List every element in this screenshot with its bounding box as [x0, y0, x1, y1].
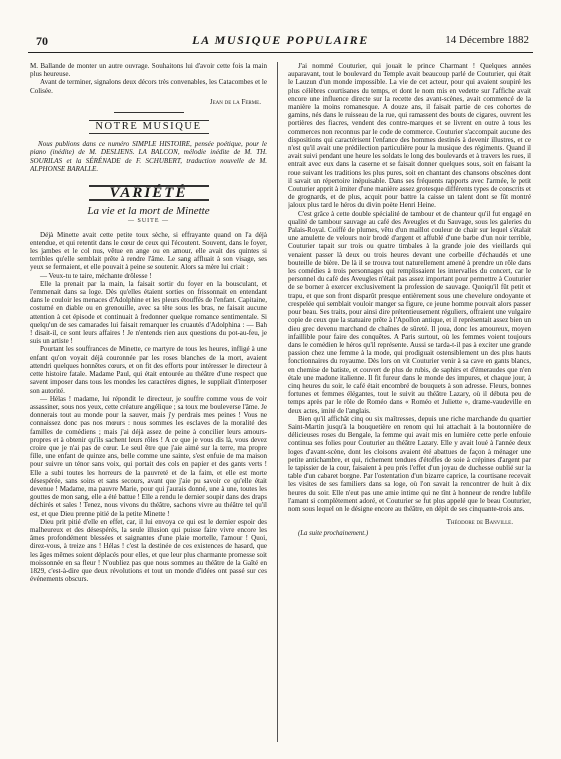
- page-number: 70: [36, 34, 48, 48]
- section-separator: [114, 112, 184, 113]
- article-paragraph: Elle la prenait par la main, la faisait sortir du foyer en la bousculant, et l'emmenait dans sa loge. Dès qu'elles étaient sorties on frissonnait en entendant dans le couloir les menaces d'Adolphine et les pleurs étouffés de l'enfant. Capitaine, costumé en diable ou en grenouille, avec sa tête sous les bras, ne faisait aucune attention à cet épisode et continuait à fredonner quelque romance sentimentale. Si quelqu'un de ses camarades lui faisait remarquer les cruautés d'Adolphina : — Bah ! disait-il, ce sont leurs affaires ! Je n'entends rien aux questions du pot-au-feu, je suis un artiste !: [30, 279, 267, 346]
- article-paragraph: — Hélas ! madame, lui répondit le directeur, je souffre comme vous de voir assassiner, sous nos yeux, cette créature angélique ; sa toux me bouleverse l'âme. Je donnerais tout au monde pour la sauver, mais j'y perdrais mes peines ! Vous ne connaissez donc pas nos mœurs : nous sommes les esclaves de la moralité des familles de comédiens ; mais j'ai déjà assez de peine à concilier leurs amours-propres et à obtenir qu'ils sachent leurs rôles ! A ce que je vous dis là, vous devez croire que je n'ai pas de cœur. Le seul être que j'aie aimé sur la terre, ma propre fille, une enfant de quinze ans, belle comme une sainte, s'est enfuie de ma maison pour suivre un ténor sans voix, qui portait des cols en papier et des gants verts ! Elle a subi toutes les horreurs de la pauvreté et de la faim, et elle est morte désespérée, sans soins et sans secours, avant que j'aie pu savoir ce qu'elle était devenue ! Madame, ma pauvre Marie, pour qui j'aurais donné, une à une, toutes les gouttes de mon sang, elle a été battue ! Elle a rendu le dernier soupir dans des draps déchirés et sales ! Tenez, nous vivons du théâtre, sachons vivre au théâtre tel qu'il est, et que Dieu prenne pitié de la petite Minette !: [30, 394, 267, 518]
- article-title: La vie et la mort de Minette: [87, 205, 210, 218]
- article-paragraph: Pourtant les souffrances de Minette, ce martyre de tous les heures, infligé à une enfant qu'on voyait déjà couronnée par les roses blanches de la mort, avaient attendri quelques honnêtes cœurs, et on fit des efforts pour intéresser le directeur à cette histoire fatale. Madame Paul, qui était entourée au théâtre d'une respect que savent imposer dans tous les mondes les caractères dignes, le suppliait d'interposer son autorité.: [30, 345, 267, 395]
- article-paragraph: Dieu prit pitié d'elle en effet, car, il lui envoya ce qui est le dernier espoir des malheureux et des désespérés, la seule illusion qui puisse faire vivre encore les âmes profondément blessées et saignantes d'une plaie mortelle, l'amour ! Quoi, direz-vous, à treize ans ! Hélas ! c'est la destinée de ces existences de hasard, que les âges mêmes soient déplacés pour elles, et que leur plus charmante promesse soit moissonnée en sa fleur ! N'oubliez pas que nous sommes au théâtre de la Gaîté en 1829, c'est-à-dire que deux révolutions et tout un monde d'idées ont passé sur ces événements obscurs.: [30, 517, 267, 584]
- variete-heading: VARIÉTÉ: [89, 185, 209, 201]
- page-header: [28, 30, 533, 53]
- continuation-note: (La suite prochainement.): [298, 530, 369, 538]
- intro-paragraph: M. Ballande de monter un autre ouvrage. Souhaitons lui d'avoir cette fois la main plus heureuse.: [30, 62, 267, 79]
- article-body: [30, 231, 267, 584]
- intro-signature: Jean de la Ferme.: [209, 97, 261, 106]
- article-body-continued: [288, 62, 531, 513]
- journal-title: LA MUSIQUE POPULAIRE: [192, 33, 369, 47]
- article-paragraph: Déjà Minette avait cette petite toux sèche, si effrayante quand on l'a déjà entendue, et qui retentit dans le cœur de ceux qui l'écoutent. Souvent, dans le foyer, les jambes et le col nus, vêtue en ange ou en amour, elle avait des quintes si terribles qu'elle semblait prête à rendre l'âme. Le sang affluait à son visage, ses yeux se fermaient, et elle pouvait à peine se soutenir. Alors sa mère lui criait :: [30, 230, 267, 272]
- suite-label: — SUITE —: [128, 218, 169, 225]
- article-paragraph: C'est grâce à cette double spécialité de tambour et de chanteur qu'il fut engagé en qualité de tambour sauvage au café des Aveugles et du Sauvage, sous les galeries du Palais-Royal. Coiffé de plumes, vêtu d'un maillot couleur de chair sur lequel s'étalait une amulette de velours noir brodé d'argent et affublé d'une barbe d'un noir terrible, Couturier tapait sur trois ou quatre timbales à la grande joie des vieillards qui venaient passer là deux ou trois heures devant une corbeille d'échaudés et une bouteille de bière. De là il se trouva tout naturellement amené à prendre un rôle dans les comédies à trois personnages qui remplissaient les intervalles du concert, car le personnel du café des Aveugles n'était pas assez important pour permettre à Couturier de se borner à exercer exclusivement la profession de sauvage. Quoiqu'il fût petit et trapu, et que son front disparût presque entièrement sous une chevelure ondoyante et crespelée qui semblait vouloir manger sa figure, ce jeune homme pouvait alors passer pour beau. Ses traits, pour ainsi dire prétentieusement réguliers, offraient une vulgaire copie de ceux que la statuaire prête à l'Apollon antique, et il représentait assez bien un dieu grec devenu marchand de chaînes de sûreté. Il joua, donc les amoureux, moyen infaillible pour faire des conquêtes. A Paris surtout, où les femmes voient toujours dans le comédien le héros qu'il représente. Aussi se tarda-t-il pas à exciter une grande passion chez une femme à la mode, qui prodiguait ostensiblement un des plus hauts fonctionnaires du royaume. Dès lors on vit Couturier venir à sa cave en gants blancs, en chemise de batiste, et couvert de plus de rubis, de saphirs et d'émeraudes que n'en étale une madone italienne. Il fit fureur dans le monde des impures, et chaque jour, à cinq heures du soir, le café était encombré de bouquets à son adresse. Fleurs, bonnes fortunes et femmes élégantes, tout le suivit au théâtre Lazary, où il débuta peu de temps après par le rôle de Roméo dans « Roméo et Juliette », drame-vaudeville en deux actes, imité de l'anglais.: [288, 209, 531, 415]
- column-divider: [277, 62, 278, 742]
- article-paragraph: Bien qu'il affichât cinq ou six maîtresses, depuis une riche marchande du quartier Saint-Martin jusqu'à la bouquetière en renom qui lui attachait à la boutonnière de délicieuses roses du Bengale, la femme qui avait mis en lumière cette perle enfouie continua ses folies pour Couturier au théâtre Lazary. Elle y avait loué à l'année deux loges d'avant-scène, dont les cloisons avaient été abattues de façon à ménager une petite antichambre, et qui, richement tendues d'étoffes de soie à crépines d'argent par le tapissier de la cour, faisaient à peu près l'effet d'un joyau de duchesse oublié sur la table d'un cabaret borgne. Par l'ostentation d'un bizarre caprice, la courtisane recevait les visites de ses familiers dans sa loge, où l'on savait la rencontrer de huit à dix heures du soir. Elle n'eut pas une amie intime qui ne tînt à honneur de rendre lubfile l'amant si complètement adoré, et Couturier se fut plus appelé que le beau Couturier, nom sous lequel on le désigne encore au théâtre, en dépit de ses cinquante-trois ans.: [288, 414, 531, 513]
- notre-musique-text: Nous publions dans ce numéro SIMPLE HISTOIRE, pensée poétique, pour le piano (inédite) de M. DESLIENS. LA BALCON, mélodie inédite de M. TH. SOURILAS et la SÉRÉNADE de F. SCHUBERT, traduction nouvelle de M. ALPHONSE BARALLE.: [30, 140, 267, 173]
- article-paragraph: — Veux-tu te taire, méchante drôlesse !: [40, 271, 152, 280]
- issue-date: 14 Décembre 1882: [445, 34, 529, 46]
- author-signature: Théodore de Banville.: [446, 518, 513, 527]
- article-paragraph: J'ai nommé Couturier, qui jouait le prince Charmant ! Quelques années auparavant, tout le boulevard du Temple avait beaucoup parlé de Couturier, qui était le Lauzun d'un monde impossible. La vie de cet acteur, pour qui avaient soupiré les plus célèbres courtisanes du temps, et dont le nom mis en vedette sur l'affiche avait encore une influence directe sur la recette des avant-scènes, avait commencé de la manière la moins romanesque. A douze ans, il faisait partie de ces cohortes de gamins, nés dans le ruisseau de la rue, qui ramassent des bouts de cigares, ouvrent les portières des fiacres, vendent des contre-marques et se livrent en outre à tous les commerces non reconnus par le code de commerce. Couturier s'accompait aucune des dispositions qui caractérisent l'enfance des hommes destinés à devenir illustres, et ce n'est qu'il avait une prédilection particulière pour la musique des régiments. Quand il avait suivi pendant une heure les soldats le long des boulevards et à travers les rues, il entrait avec eux dans la caserne et se faisait donner quelques sous, soit en faisant la roue suivant les traditions les plus pures, soit en chantant des chansons obscènes dont il savait un répertoire inépuisable. Dans ses fréquents rapports avec l'armée, le petit Couturier apprit à imiter d'une manière assez grotesque différents types de conscrits et de grognards, et de plus, acquit pour battre la caisse un talent dont se fût montré jaloux plus tard le héros du divin poète Henri Heine.: [288, 62, 531, 210]
- right-column: [288, 62, 531, 752]
- intro-paragraph: Avant de terminer, signalons deux décors très convenables, les Catacombes et le Colisée.: [30, 78, 267, 95]
- left-column: [30, 62, 267, 742]
- notre-musique-heading: NOTRE MUSIQUE: [89, 120, 209, 134]
